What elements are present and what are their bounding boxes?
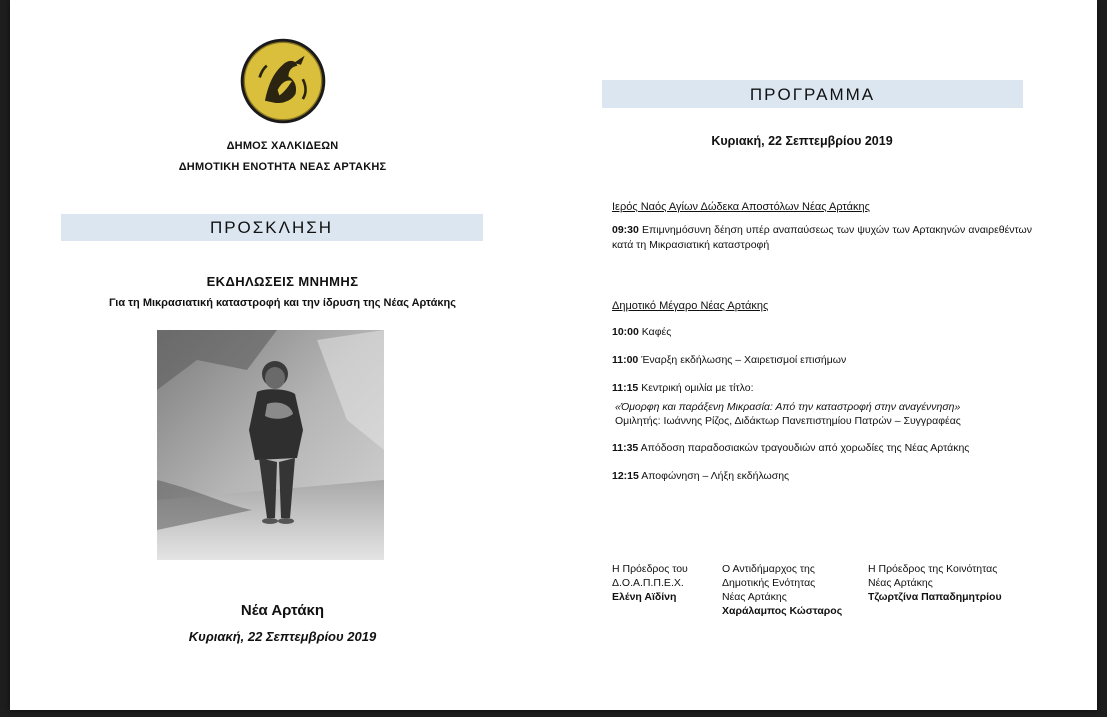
venue-church: Ιερός Ναός Αγίων Δώδεκα Αποστόλων Νέας Αρτάκης [612,201,870,213]
schedule-item [612,223,1032,253]
schedule-item [612,353,1032,368]
child-photograph-image [157,330,384,560]
schedule-time: 10:00 [612,326,639,338]
talk-details [615,400,1032,428]
schedule-text: Αποφώνηση – Λήξη εκδήλωσης [641,470,790,482]
event-subtitle: Για τη Μικρασιατική καταστροφή και την ίδρυση της Νέας Αρτάκης [109,297,456,309]
program-heading: ΠΡΟΓΡΑΜΜΑ [602,80,1023,108]
signature-role-line: Νέας Αρτάκης [722,591,787,603]
signature-block [612,562,712,604]
invitation-heading: ΠΡΟΣΚΛΗΣΗ [61,214,483,241]
signature-role-line: Η Πρόεδρος της Κοινότητας [868,563,998,575]
schedule-item [612,381,1032,396]
signature-role-line: Νέας Αρτάκης [868,577,933,589]
signature-role-line: Ο Αντιδήμαρχος της [722,563,815,575]
signature-block [868,562,1048,604]
schedule-time: 11:15 [612,382,639,394]
event-date: Κυριακή, 22 Σεπτεμβρίου 2019 [188,629,377,644]
schedule-text: Απόδοση παραδοσιακών τραγουδιών από χορωδίες της Νέας Αρτάκης [640,442,970,454]
invitation-page [10,0,1097,710]
schedule-text: Καφές [641,326,672,338]
signature-role-line: Η Πρόεδρος του [612,563,688,575]
signatory-name: Τζωρτζίνα Παπαδημητρίου [868,591,1002,603]
program-date: Κυριακή, 22 Σεπτεμβρίου 2019 [711,134,893,148]
signatory-name: Χαράλαμπος Κώσταρος [722,605,843,617]
talk-title: «Όμορφη και παράξενη Μικρασία: Από την καταστροφή στην αναγέννηση» [615,401,961,413]
schedule-item [612,469,1032,484]
left-column [60,28,505,644]
schedule-time: 09:30 [612,224,639,236]
location-name: Νέα Αρτάκη [240,602,325,619]
schedule-time: 11:00 [612,354,639,366]
signature-role-line: Δημοτικής Ενότητας [722,577,816,589]
schedule-time: 12:15 [612,470,639,482]
signature-role-line: Δ.Ο.Α.Π.Π.Ε.Χ. [612,577,684,589]
speaker-info: Ομιλητής: Ιωάννης Ρίζος, Διδάκτωρ Πανεπιστημίου Πατρών – Συγγραφέας [615,415,961,427]
signatory-name: Ελένη Αϊδίνη [612,591,677,603]
venue-town-hall: Δημοτικό Μέγαρο Νέας Αρτάκης [612,300,769,312]
right-column [602,80,1032,484]
municipal-unit-name: ΔΗΜΟΤΙΚΗ ΕΝΟΤΗΤΑ ΝΕΑΣ ΑΡΤΑΚΗΣ [178,161,387,173]
schedule-text: Κεντρική ομιλία με τίτλο: [641,382,754,394]
schedule-text: Επιμνημόσυνη δέηση υπέρ αναπαύσεως των ψυχών των Αρτακηνών αναιρεθέντων κατά τη Μικρασιατική καταστροφή [612,224,1032,251]
schedule-item [612,325,1032,340]
event-title: ΕΚΔΗΛΩΣΕΙΣ ΜΝΗΜΗΣ [206,274,359,289]
schedule-item [612,441,1032,456]
schedule-text: Έναρξη εκδήλωσης – Χαιρετισμοί επισήμων [641,354,847,366]
schedule-time: 11:35 [612,442,639,454]
municipal-coin-emblem-icon [238,36,328,126]
signature-block [722,562,862,618]
municipality-name: ΔΗΜΟΣ ΧΑΛΚΙΔΕΩΝ [226,140,339,152]
